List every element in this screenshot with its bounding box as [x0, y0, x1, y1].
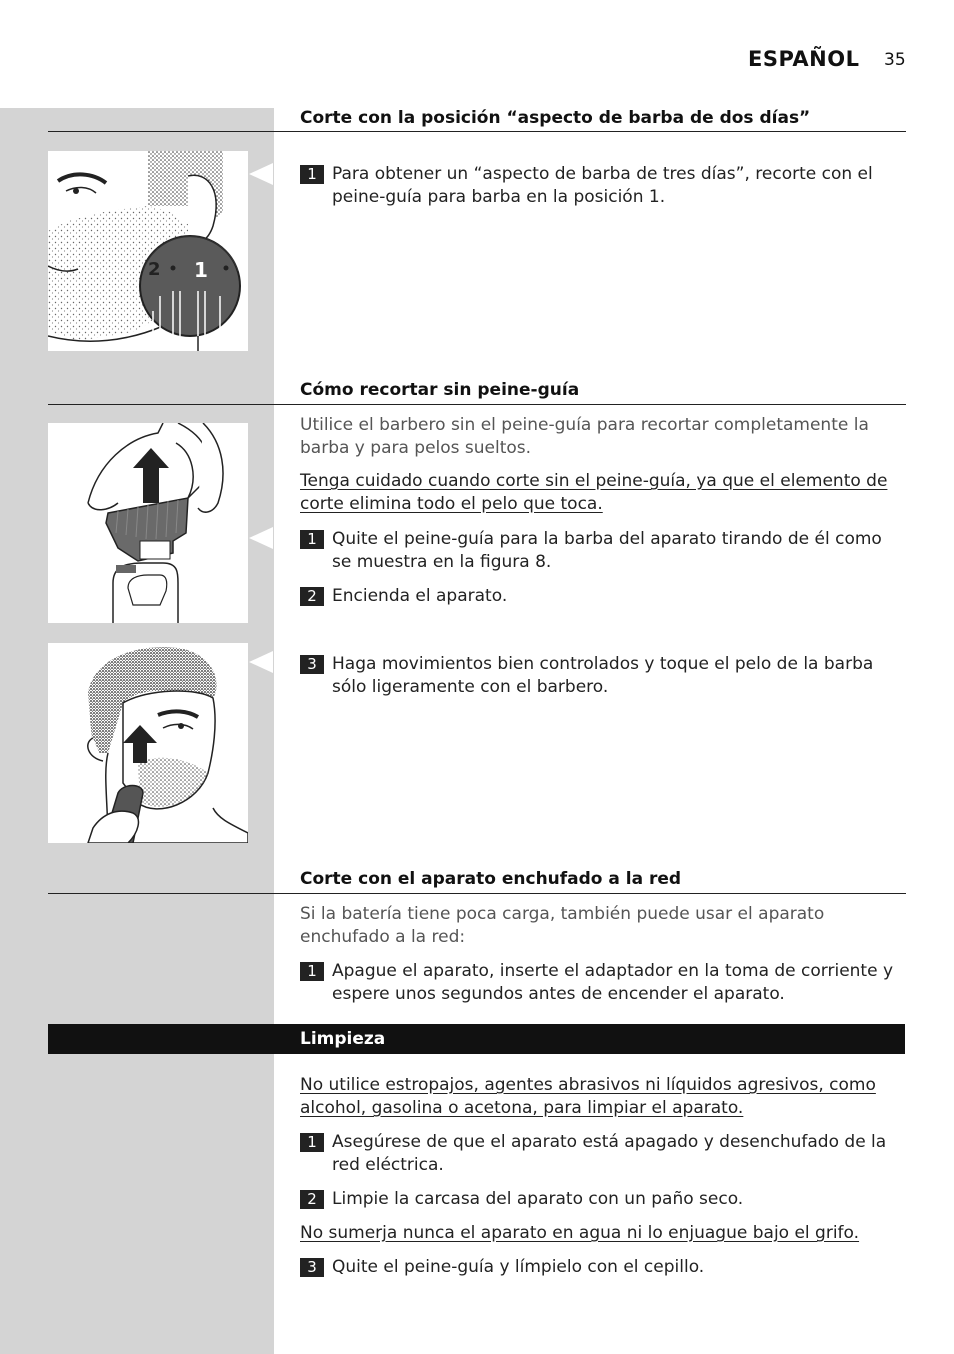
warning-paragraph	[300, 1222, 906, 1245]
step-item	[300, 1131, 906, 1177]
figure-trim-beard	[48, 643, 248, 843]
comb-position-1-label: 1	[194, 258, 208, 282]
section-title-two-day-beard: Corte con la posición “aspecto de barba de dos días”	[300, 108, 811, 128]
step-text: Asegúrese de que el aparato está apagado y desenchufado de la red eléctrica.	[332, 1132, 887, 1175]
cleaning-section-bar	[48, 1024, 905, 1054]
figure-remove-comb	[48, 423, 248, 623]
section-title-trim-without-comb: Cómo recortar sin peine-guía	[300, 380, 580, 400]
step-text: Encienda el aparato.	[332, 586, 508, 606]
step-item	[300, 1256, 906, 1279]
section-rule	[48, 404, 906, 405]
step-number: 1	[300, 530, 324, 549]
step-number: 2	[300, 587, 324, 606]
step-number: 3	[300, 655, 324, 674]
intro-paragraph: Utilice el barbero sin el peine-guía para recortar completamente la barba y para pelos sueltos.	[300, 415, 869, 458]
figure-beard-comb-position	[48, 151, 248, 351]
language-header: ESPAÑOL	[748, 47, 860, 71]
step-number: 1	[300, 962, 324, 981]
step-number: 1	[300, 165, 324, 184]
step-text: Quite el peine-guía para la barba del aparato tirando de él como se muestra en la figura 8.	[332, 529, 882, 572]
step-number: 1	[300, 1133, 324, 1152]
step-item	[300, 960, 906, 1006]
section-title-cleaning: Limpieza	[300, 1029, 386, 1049]
comb-position-2-label: 2	[148, 259, 161, 280]
warning-paragraph	[300, 470, 906, 516]
section-title-mains-operation: Corte con el aparato enchufado a la red	[300, 869, 682, 889]
step-text: Quite el peine-guía y límpielo con el cepillo.	[332, 1257, 705, 1277]
remove-comb-illustration	[48, 423, 248, 623]
step-item	[300, 653, 906, 699]
step-item	[300, 163, 906, 209]
step-text: Limpie la carcasa del aparato con un paño seco.	[332, 1189, 744, 1209]
step-item	[300, 528, 906, 574]
intro-paragraph: Si la batería tiene poca carga, también puede usar el aparato enchufado a la red:	[300, 904, 825, 947]
warning-text: Tenga cuidado cuando corte sin el peine-guía, ya que el elemento de corte elimina todo el pelo que toca.	[300, 471, 888, 514]
section-rule	[48, 131, 906, 132]
step-number: 2	[300, 1190, 324, 1209]
figure-pointer	[249, 651, 273, 673]
step-text: Haga movimientos bien controlados y toque el pelo de la barba sólo ligeramente con el barbero.	[332, 654, 874, 697]
trim-beard-illustration	[48, 643, 248, 843]
warning-text: No utilice estropajos, agentes abrasivos ni líquidos agresivos, como alcohol, gasolina o acetona, para limpiar el aparato.	[300, 1075, 876, 1118]
figure-pointer	[249, 527, 273, 549]
warning-paragraph	[300, 1074, 906, 1120]
step-number: 3	[300, 1258, 324, 1277]
step-text: Para obtener un “aspecto de barba de tres días”, recorte con el peine-guía para barba en la posición 1.	[332, 164, 873, 207]
beard-face-illustration	[48, 151, 248, 351]
figure-pointer	[249, 163, 273, 185]
warning-text: No sumerja nunca el aparato en agua ni lo enjuague bajo el grifo.	[300, 1223, 860, 1243]
page-number: 35	[884, 50, 906, 70]
section-rule	[48, 893, 906, 894]
step-item	[300, 585, 906, 608]
step-text: Apague el aparato, inserte el adaptador en la toma de corriente y espere unos segundos antes de encender el aparato.	[332, 961, 894, 1004]
step-item	[300, 1188, 906, 1211]
